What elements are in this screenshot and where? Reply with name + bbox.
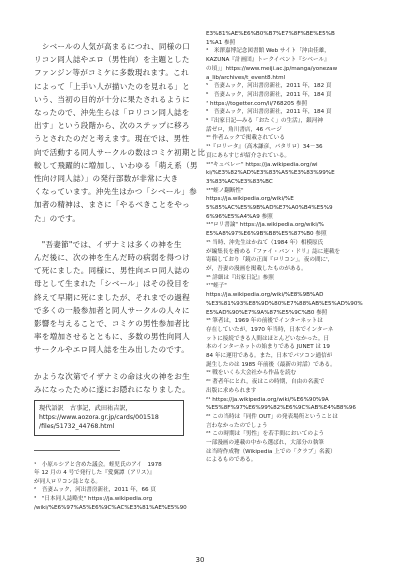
footnote-line: 84 年に運用である。また，日本でパソコン通信が [206,353,333,360]
footnote-line: 本のインターネットの始まりである JUNET は 19 [206,344,330,351]
text-line: "吾妻節"では、イザナミは多くの神を生 [34,239,182,249]
footnote-line: ⁹『出家日記―みる「おたく」の生活』，銀河神 [206,118,323,125]
footnote-line: E5%A8%97%E6%9B%B8%E5%87%B0 参照 [206,231,327,238]
footnote-line: ⁷ https://togetter.com/li/768205 参照 [206,100,308,107]
footnote-line: によるものである。 [206,457,257,464]
left-column [34,40,206,512]
footnote-line: ¹⁹ 戦をいくら大会社から作品を読む [206,370,297,377]
paragraph-gap [34,225,184,238]
footnote-line: %E3%81%93%E8%9D%80%E7%88%AB%E5%AD%90% [206,300,363,307]
footnote-line: 話ゼロ，角川書店，46 ページ [206,126,282,133]
footnote-line: ¹⁸ 筆者は，1969 年の前後でインターネットは [206,318,323,325]
footnote-line: ²³ この時期は「男性」を若手間においてのよう [206,431,325,438]
text-line: いう、当初の目的が十分に果たされるように [34,94,190,104]
footnote-line: ⁵ 吾妻ムック，河出書房新社，2011 年，182 頁 [206,83,332,90]
page-number: 30 [195,556,205,564]
text-line: ファンジン等がコミケに多数現れます。これ [34,68,189,78]
quote-line: かような次第でイザナミの命は火の神をお生 [34,371,190,381]
text-line: シベールの人気が高まるにつれ、同様の口 [34,42,191,51]
footnote-line: の頃」」https://www.meiji.ac.jp/manga/yonezaw [206,65,338,72]
citation-line: /files/51732_44768.html [39,423,115,431]
text-line: 率を増加させるとともに、多数の男性向同人 [34,332,190,342]
footnote-line: は当時作成物（Wikipedia 上での「クラブ」名義） [206,448,336,455]
quote-text [34,370,190,396]
paragraph-2 [34,238,190,357]
footnote-line: ¹⁷"蛭子" [206,283,227,290]
citation-line: https://www.aozora.gr.jp/cards/001518 [39,414,159,422]
footnote-line: が編集長を務める『ファイ・バン・ドリ』誌に連載を [206,248,341,255]
footnote-line: ²¹ https://ja.wikipedia.org/wiki/%E6%90%9A [206,396,329,403]
text-line: で多くの一般参加者と同人サークルの人々に [34,305,190,315]
footnote-line: 出版に求められます [206,387,257,394]
footnote-line: 言わなかったのでしょう [206,422,268,429]
footnote-line: 誕生したのは 1985 年前後（最新の対話）である。 [206,361,336,368]
footnote-line: 頁にあらすじが紹介されている。 [206,152,290,159]
footnote-line: 3%83%AC%E3%83%BC [206,178,273,185]
quote-note [34,370,190,436]
text-line: 出す」という段階から、次のステップに移ろ [34,121,190,131]
footnote-line: ットに接続できる人間はほとんどいなかった。日 [206,335,330,342]
citation-line: 現代語訳 古事記，武田祐吉訳， [39,405,132,413]
text-line: 母として生まれた「シベール」はその役目を [34,279,190,289]
footnote-line: 一部漫画の連載の中から選ばれ，大部分の執筆 [206,440,324,447]
footnote-line: ¹⁵ 当時、沖先生はかねて（1984 年）相模原氏 [206,239,324,246]
footnote-line: ¹⁶ 詳細は『出家日記』参照 [206,274,274,281]
footnote-line: ¹⁰ 作者ムックで掲載されている [206,135,285,142]
footnote-line: ⁶ 吾妻ムック，河出書房新社，2011 年，184 頁 [206,91,332,98]
footnote-line: ³ "日本同人誌略史" https://ja.wikipedia.org [34,496,153,503]
footnote-line: 存在していたが，1970 年当時，日本でインターネ [206,326,334,333]
footnote-line: ²⁰ 著者年にとれ，夜はこの時期，自由の名義で [206,379,325,386]
text-line: うとされたのだと考えます。現在では、男性 [34,134,190,144]
footnotes-left [34,461,187,513]
text-line: て死にました。同様に、男性向エロ同人誌の [34,266,190,276]
footnote-line: ⁴ 米澤嘉博記念図書館 Web サイト「沖由佳雄， [206,48,330,55]
footnote-line: /wiki/%E6%97%A5%E6%9C%AC%E3%81%AE%E5%90 [34,504,187,511]
text-line: た」のです。 [34,213,81,223]
footnotes-right [206,30,372,465]
footnote-line: ²² この当時は「同件 OUT」の発表場所ということは [206,413,338,420]
footnote-line: が，吾妻の漫画を掲載したものがある。 [206,265,307,272]
quote-line: みになったために遂にお隠れになりました。 [34,384,190,394]
text-line: リコン同人誌やエロ（男性向）を主題とした [34,55,190,65]
footnote-line: https://ja.wikipedia.org/wiki/%E8%9B%AD [206,292,324,299]
footnote-line: 寄稿しており『鏡の正面『ロリコン」。夜の間に', [206,257,330,264]
right-column [206,30,372,465]
footnote-line: ¹³"蛭ノ翻断性" [206,187,244,194]
footnote-line: https://ja.wikipedia.org/wiki/%E [206,196,294,203]
footnote-line: ⁸ 吾妻ムック，河出書房新社，2011 年，184 頁 [206,109,332,116]
footnote-line: が同人ロリコン誌となる。 [34,478,102,485]
text-line: 影響を与えることで、コミケの男性参加者比 [34,319,190,329]
footnote-line: E5%AD%90%E7%9A%87%E5%9C%B0 参照 [206,309,328,316]
footnote-line: ² 吾妻ムック，河出書房新社，2011 年，66 頁 [34,487,156,494]
footnote-line: ¹⁴"ロリ書論" https://ja.wikipedia.org/wiki/% [206,222,325,229]
footnote-line: KAZUNA『計画団』トークイベント『シベール』 [206,57,330,64]
text-line: サークルやエロ同人誌を生み出したのです。 [34,345,190,355]
text-line: 較して飛躍的に増加し、いわゆる「萌え系（男 [34,160,198,170]
footnote-line: ¹²"キュベレー" https://ja.wikipedia.org/wi [206,161,318,168]
text-line: によって「上手い人が描いたのを見れる」と [34,81,190,91]
footnote-line: 年 12 月の 4 号で発行した『愛翼譚（アリス）』 [34,470,155,477]
footnote-line: ¹ 小原ルシアと含めた議会。蛭児氏のアイ 1978 [34,461,162,468]
text-line: なったので、沖先生らは「ロリコン同人誌を [34,108,190,118]
text-line: 終えて早期に死にましたが、それまでの過程 [34,292,190,302]
text-line: んだ後に、次の神を生んだ時の病弱を得つけ [34,253,190,263]
footnote-line: ¹¹『ロリータ』（高木謙彦，パタリロ）34－36 [206,144,323,151]
text-line: 性向け同人誌）」の発行部数が非常に大き [34,174,179,184]
footnote-line: 1%A1 参照 [206,39,236,46]
footnote-line: E3%81%AE%E6%B0%B7%E7%8F%BE%E5%B [206,31,335,37]
footnote-line: ki/%E3%82%AD%E3%83%A5%E3%83%99%E [206,170,335,177]
text-line: くなっています。沖先生はかつ「シベール」参 [34,187,197,197]
text-line: 向で活動する同人サークルの数はコミケ初期と比 [34,147,206,157]
footnote-line: 5%85%AC%E5%9B%AD%E7%A0%B4%E5%9 [206,205,333,212]
footnote-line: 6%96%E5%A4%A9 参照 [206,213,273,220]
text-line: 加者の精神は、まさに「やるべきことをやっ [34,200,190,210]
citation-box [34,400,184,436]
footnote-divider [34,450,120,451]
paragraph-1 [34,40,206,225]
footnote-line: a_lib/archives/t_event8.html [206,74,286,81]
footnote-line: %E5%8F%97%E6%99%82%E6%9C%AB%E4%B8%96 [206,405,356,412]
